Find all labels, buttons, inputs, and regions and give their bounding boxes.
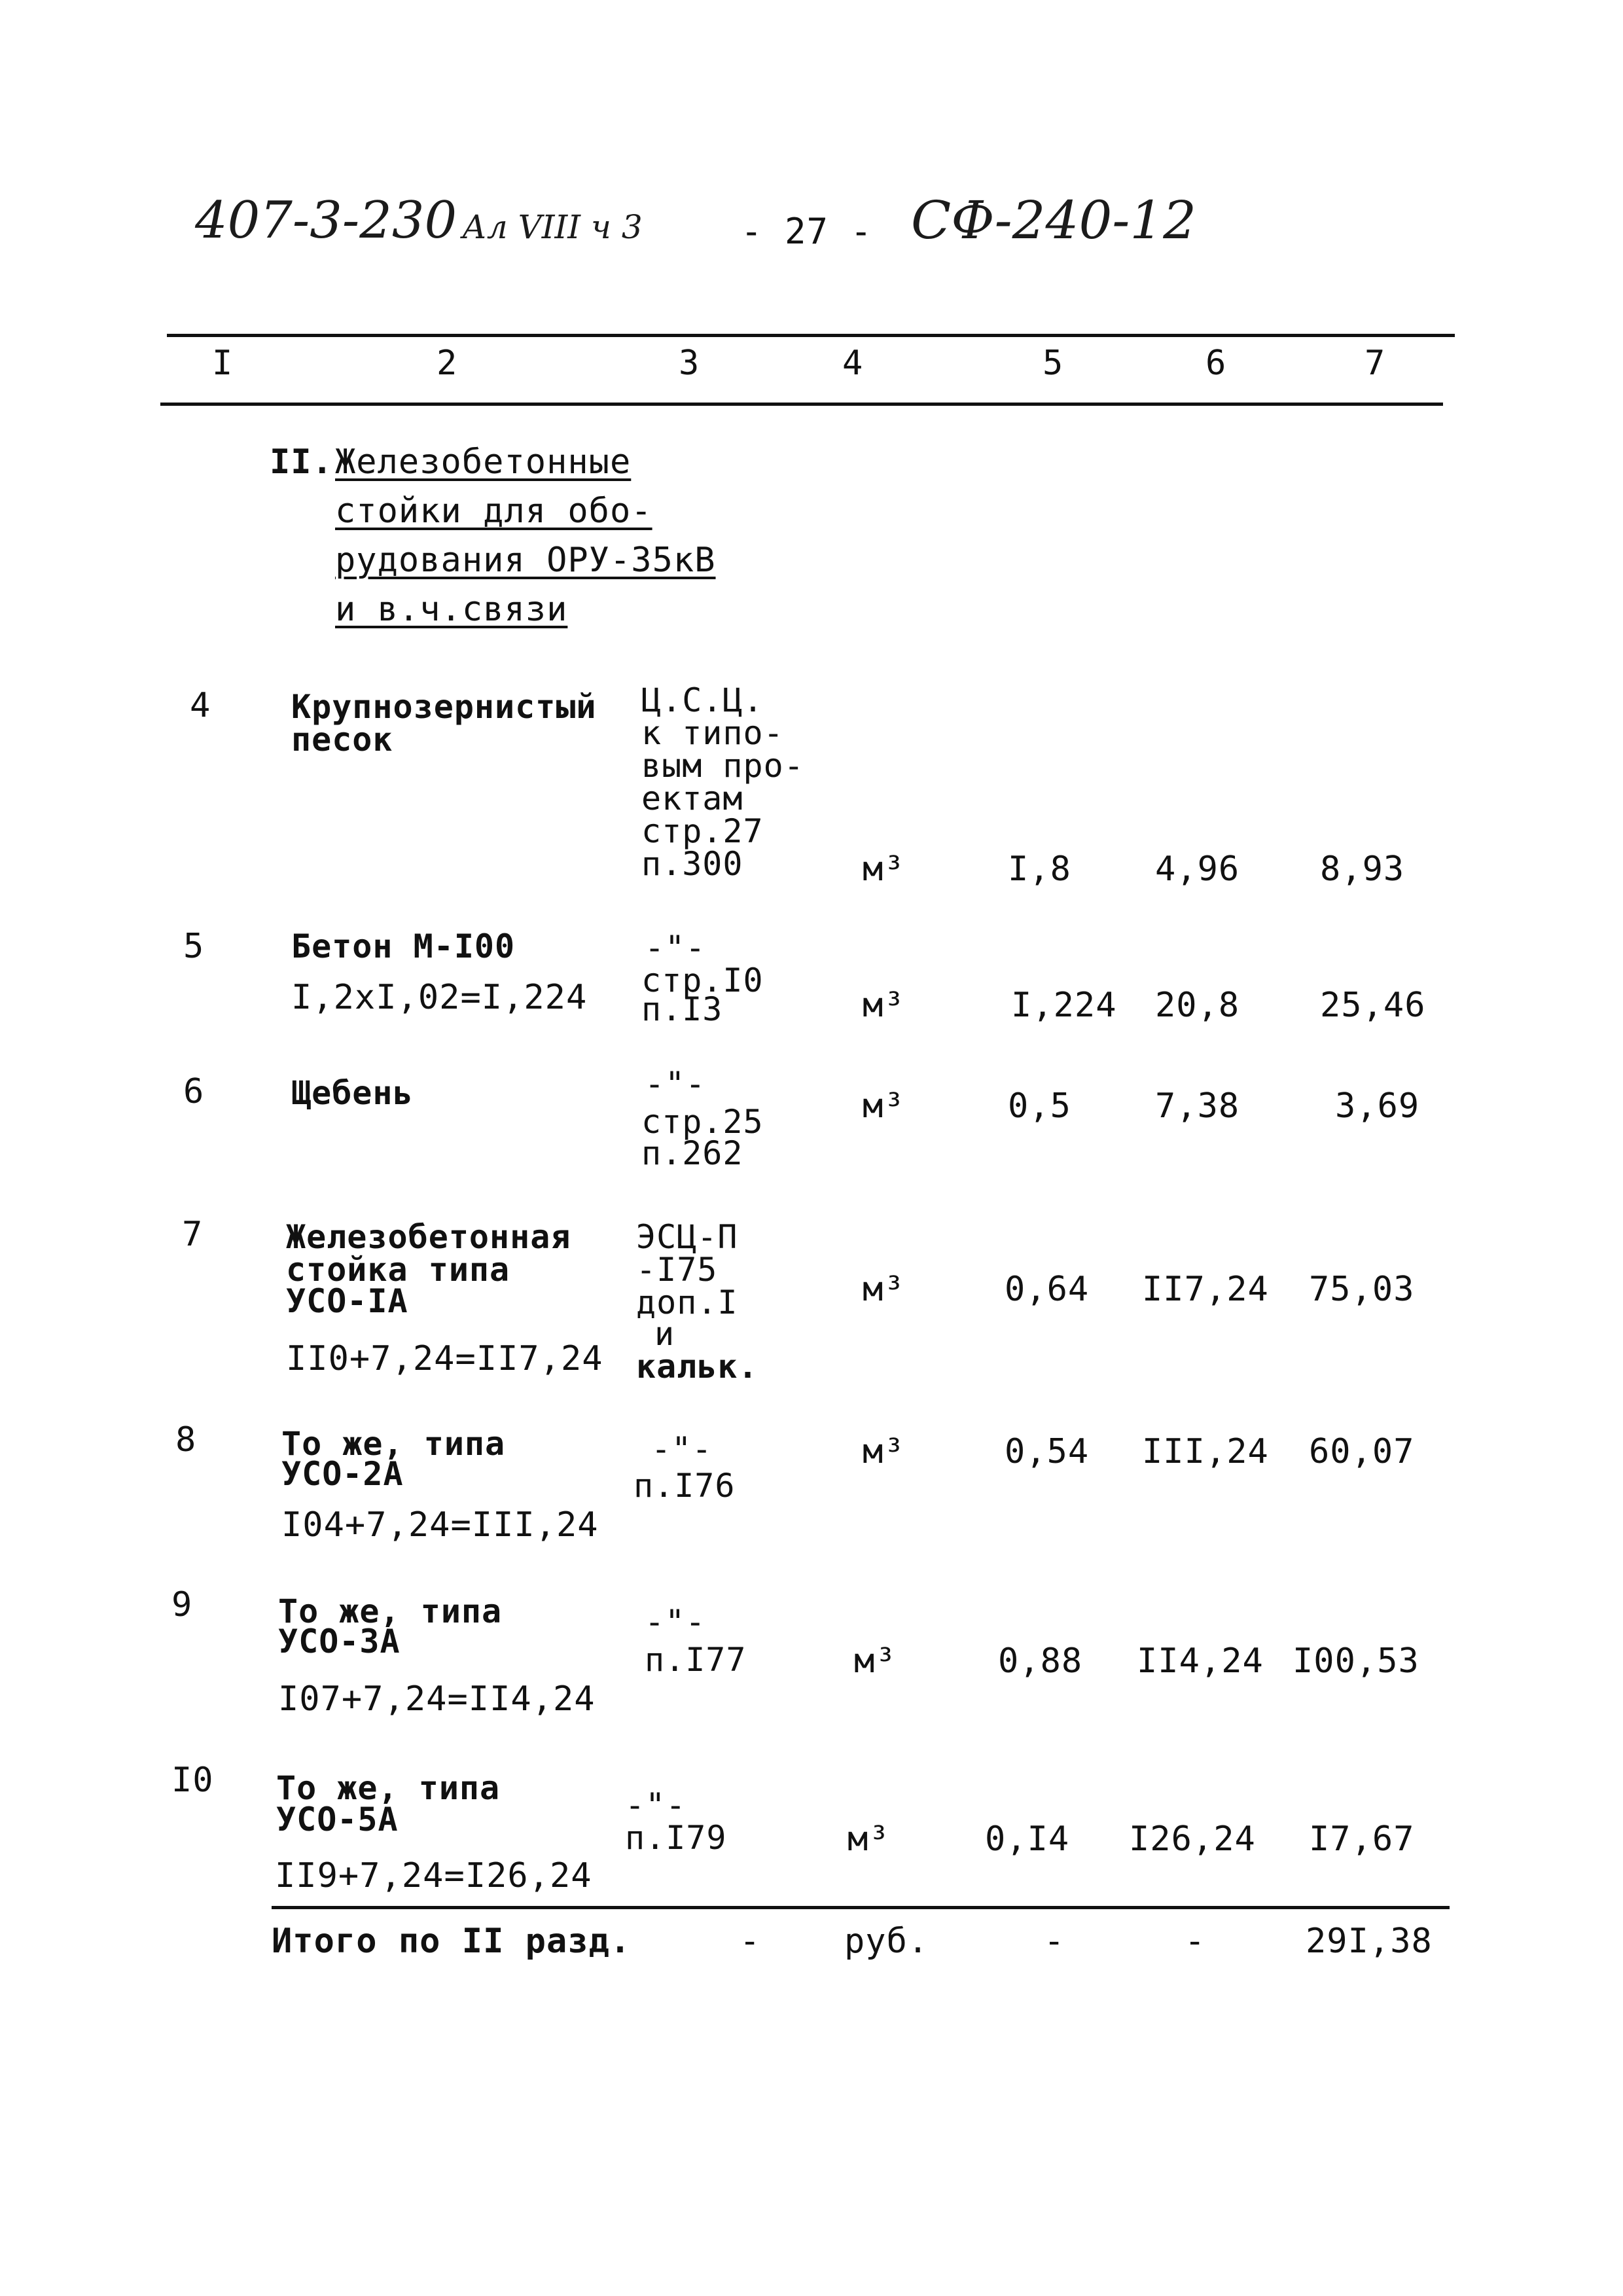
total-label: Итого по II разд. xyxy=(272,1922,632,1961)
row-number: 4 xyxy=(190,686,211,725)
row-number: 7 xyxy=(182,1215,204,1254)
column-number-1: I xyxy=(212,344,234,383)
row-name: УСО-2А xyxy=(281,1455,404,1493)
row-calculation: II9+7,24=I26,24 xyxy=(275,1856,592,1895)
row-calculation: I04+7,24=III,24 xyxy=(281,1505,599,1545)
row-number: 8 xyxy=(175,1420,197,1460)
row-source: п.I76 xyxy=(633,1467,736,1505)
row-calculation: II0+7,24=II7,24 xyxy=(286,1339,603,1378)
column-number-2: 2 xyxy=(437,344,458,383)
total-quantity: - xyxy=(1044,1922,1065,1961)
row-total: 3,69 xyxy=(1335,1086,1420,1126)
row-source: п.I77 xyxy=(645,1641,747,1679)
row-price: 20,8 xyxy=(1155,986,1240,1025)
row-name: То же, типа xyxy=(281,1425,506,1463)
row-quantity: 0,64 xyxy=(1005,1270,1090,1309)
row-source: п.I79 xyxy=(625,1819,727,1857)
total-rule xyxy=(272,1906,1450,1909)
row-unit: м³ xyxy=(863,1432,905,1471)
row-source: ЭСЦ-П xyxy=(636,1218,738,1256)
row-number: 9 xyxy=(171,1585,193,1624)
row-total: 25,46 xyxy=(1320,986,1426,1025)
row-name: стойка типа xyxy=(286,1251,510,1289)
row-source: кальк. xyxy=(636,1348,758,1386)
section-title-line: рудования ОРУ-35кВ xyxy=(335,541,716,580)
row-source: п.I3 xyxy=(641,990,723,1028)
section-title-line: Железобетонные xyxy=(335,442,632,482)
row-quantity: 0,54 xyxy=(1005,1432,1090,1471)
row-quantity: 0,5 xyxy=(1008,1086,1071,1126)
row-total: 60,07 xyxy=(1309,1432,1415,1471)
album-reference: Ал VIII ч 3 xyxy=(462,208,643,246)
row-name: Железобетонная xyxy=(286,1218,571,1256)
row-number: 5 xyxy=(183,927,205,966)
row-price: II7,24 xyxy=(1142,1270,1269,1309)
row-source: Ц.С.Ц. xyxy=(641,681,764,719)
row-unit: м³ xyxy=(854,1641,897,1681)
row-quantity: I,8 xyxy=(1008,850,1071,889)
table-top-rule xyxy=(167,334,1455,337)
row-quantity: 0,I4 xyxy=(985,1820,1070,1859)
column-number-6: 6 xyxy=(1205,344,1227,383)
row-source: п.300 xyxy=(641,845,743,883)
row-price: II4,24 xyxy=(1137,1641,1264,1681)
row-price: I26,24 xyxy=(1129,1820,1256,1859)
row-source: вым про- xyxy=(641,747,804,785)
column-number-3: 3 xyxy=(679,344,700,383)
row-total: 8,93 xyxy=(1320,850,1405,889)
row-total: I7,67 xyxy=(1309,1820,1415,1859)
row-source: стр.27 xyxy=(641,812,764,850)
row-unit: м³ xyxy=(863,1270,905,1309)
page-number: - 27 - xyxy=(741,211,873,252)
column-number-5: 5 xyxy=(1043,344,1064,383)
row-name: То же, типа xyxy=(278,1592,503,1630)
total-source: - xyxy=(740,1922,761,1961)
row-source: -"- xyxy=(625,1786,687,1824)
row-name: То же, типа xyxy=(276,1769,501,1807)
row-name: Бетон М-I00 xyxy=(291,927,516,965)
row-source: доп.I xyxy=(636,1283,738,1321)
row-source: -"- xyxy=(645,1603,706,1641)
row-source: ектам xyxy=(641,780,743,817)
total-price: - xyxy=(1185,1922,1206,1961)
row-quantity: 0,88 xyxy=(998,1641,1083,1681)
row-unit: м³ xyxy=(863,850,905,889)
sheet-code: СФ-240-12 xyxy=(911,190,1197,251)
row-calculation: I07+7,24=II4,24 xyxy=(278,1679,596,1719)
total-amount: 29I,38 xyxy=(1306,1922,1433,1961)
row-number: I0 xyxy=(171,1761,214,1800)
row-name: песок xyxy=(291,721,393,759)
row-quantity: I,224 xyxy=(1011,986,1117,1025)
row-source: -"- xyxy=(651,1430,713,1468)
row-calculation: I,2хI,02=I,224 xyxy=(291,978,588,1017)
section-number: II. xyxy=(270,442,333,482)
row-unit: м³ xyxy=(863,1086,905,1126)
column-number-7: 7 xyxy=(1364,344,1386,383)
row-name: УСО-5А xyxy=(276,1801,399,1839)
row-name: УСО-IА xyxy=(286,1282,408,1320)
row-source: -"- xyxy=(645,1065,706,1103)
row-name: УСО-3А xyxy=(278,1623,401,1660)
row-name: Щебень xyxy=(291,1074,414,1112)
row-price: 4,96 xyxy=(1155,850,1240,889)
column-number-4: 4 xyxy=(842,344,864,383)
row-source: -"- xyxy=(645,929,706,967)
row-source: п.262 xyxy=(641,1134,743,1172)
row-source: к типо- xyxy=(641,714,784,752)
row-name: Крупнозернистый xyxy=(291,688,597,726)
row-number: 6 xyxy=(183,1072,205,1111)
document-code: 407-3-230 xyxy=(195,191,457,250)
row-price: III,24 xyxy=(1142,1432,1269,1471)
row-unit: м³ xyxy=(847,1820,890,1859)
header-bottom-rule xyxy=(160,403,1443,406)
total-unit: руб. xyxy=(844,1922,929,1961)
row-total: I00,53 xyxy=(1293,1641,1419,1681)
row-source: -I75 xyxy=(636,1251,718,1289)
row-source: стр.25 xyxy=(641,1103,764,1141)
row-source: стр.I0 xyxy=(641,961,764,999)
section-title-line: стойки для обо- xyxy=(335,492,652,531)
section-title-line: и в.ч.связи xyxy=(335,590,568,629)
row-source: и xyxy=(654,1315,675,1353)
row-total: 75,03 xyxy=(1309,1270,1415,1309)
row-price: 7,38 xyxy=(1155,1086,1240,1126)
row-unit: м³ xyxy=(863,986,905,1025)
